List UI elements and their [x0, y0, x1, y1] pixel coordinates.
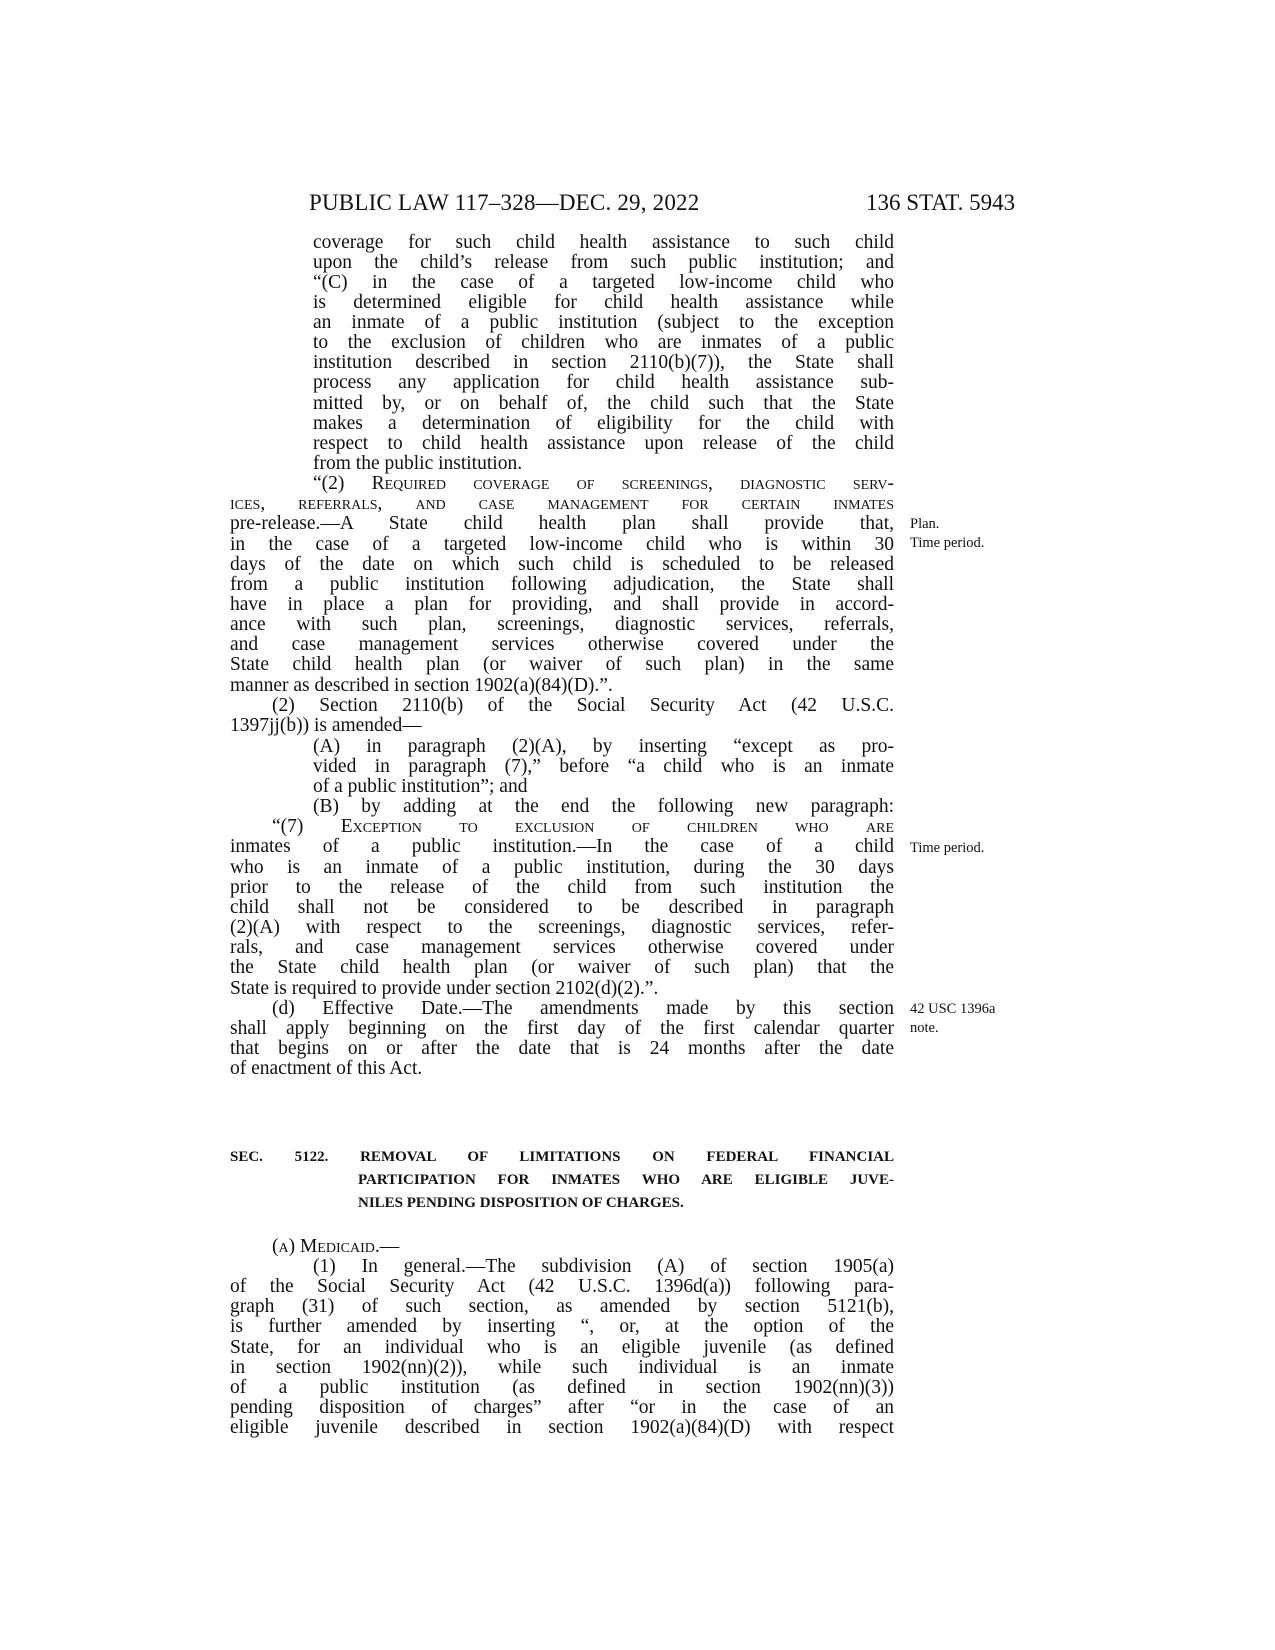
body-line: the State child health plan (or waiver of such plan) that the — [230, 957, 894, 978]
body-line: respect to child health assistance upon release of the child — [313, 433, 894, 454]
body-line: of a public institution (as defined in section 1902(nn)(3)) — [230, 1377, 894, 1398]
body-line: (d) Effective Date.—The amendments made by this section — [272, 998, 894, 1019]
body-line: coverage for such child health assistance to such child — [313, 232, 894, 253]
body-line: makes a determination of eligibility for the child with — [313, 413, 894, 434]
body-line: 1397jj(b)) is amended— — [230, 715, 422, 736]
body-line: pending disposition of charges” after “or in the case of an — [230, 1397, 894, 1418]
body-line: (2) Section 2110(b) of the Social Security Act (42 U.S.C. — [272, 695, 894, 716]
body-line: “(7) Exception to exclusion of children who are — [272, 816, 894, 837]
body-line: pre-release.—A State child health plan shall provide that, — [230, 513, 894, 534]
body-line: rals, and case management services otherwise covered under — [230, 937, 894, 958]
margin-note: Time period. — [910, 535, 985, 551]
body-line: of a public institution”; and — [313, 776, 528, 797]
body-line: days of the date on which such child is scheduled to be released — [230, 554, 894, 575]
body-line: process any application for child health assistance sub- — [313, 372, 894, 393]
margin-note: 42 USC 1396a — [910, 1001, 996, 1017]
body-line: who is an inmate of a public institution, during the 30 days — [230, 857, 894, 878]
body-line: have in place a plan for providing, and shall provide in accord- — [230, 594, 894, 615]
margin-note: Time period. — [910, 840, 985, 856]
body-line: inmates of a public institution.—In the case of a child — [230, 836, 894, 857]
body-line: “(C) in the case of a targeted low-income child who — [313, 272, 894, 293]
body-line: to the exclusion of children who are inmates of a public — [313, 332, 894, 353]
section-heading-line: PARTICIPATION FOR INMATES WHO ARE ELIGIBLE JUVE- — [358, 1172, 894, 1188]
margin-note: note. — [910, 1020, 939, 1036]
body-line: institution described in section 2110(b)(7)), the State shall — [313, 352, 894, 373]
body-line: State is required to provide under section 2102(d)(2).”. — [230, 978, 659, 999]
section-heading-line: NILES PENDING DISPOSITION OF CHARGES. — [358, 1195, 684, 1211]
body-line: upon the child’s release from such public institution; and — [313, 252, 894, 273]
body-line: manner as described in section 1902(a)(84)(D).”. — [230, 675, 613, 696]
body-line: (1) In general.—The subdivision (A) of section 1905(a) — [313, 1256, 894, 1277]
body-line: State child health plan (or waiver of such plan) in the same — [230, 654, 894, 675]
body-line: (2)(A) with respect to the screenings, diagnostic services, refer- — [230, 917, 894, 938]
body-line: ices, referrals, and case management for certain inmates — [230, 493, 894, 514]
body-line: graph (31) of such section, as amended by section 5121(b), — [230, 1296, 894, 1317]
body-line: State, for an individual who is an eligible juvenile (as defined — [230, 1337, 894, 1358]
body-line: (a) Medicaid.— — [272, 1236, 400, 1257]
body-line: prior to the release of the child from such institution the — [230, 877, 894, 898]
body-line: (B) by adding at the end the following new paragraph: — [313, 796, 894, 817]
body-line: in the case of a targeted low-income child who is within 30 — [230, 534, 894, 555]
body-line: shall apply beginning on the first day of the first calendar quarter — [230, 1018, 894, 1039]
page-header-right: 136 STAT. 5943 — [866, 190, 1016, 215]
body-line: of enactment of this Act. — [230, 1058, 423, 1079]
body-line: ance with such plan, screenings, diagnostic services, referrals, — [230, 614, 894, 635]
body-line: (A) in paragraph (2)(A), by inserting “except as pro- — [313, 736, 894, 757]
page-header-left: PUBLIC LAW 117–328—DEC. 29, 2022 — [309, 190, 700, 215]
body-line: that begins on or after the date that is 24 months after the date — [230, 1038, 894, 1059]
body-line: “(2) Required coverage of screenings, diagnostic serv- — [313, 473, 894, 494]
body-line: is further amended by inserting “, or, at the option of the — [230, 1316, 894, 1337]
body-line: child shall not be considered to be described in paragraph — [230, 897, 894, 918]
body-line: is determined eligible for child health assistance while — [313, 292, 894, 313]
body-line: in section 1902(nn)(2)), while such individual is an inmate — [230, 1357, 894, 1378]
body-line: from the public institution. — [313, 453, 523, 474]
body-line: eligible juvenile described in section 1902(a)(84)(D) with respect — [230, 1417, 894, 1438]
body-line: and case management services otherwise covered under the — [230, 634, 894, 655]
body-line: mitted by, or on behalf of, the child such that the State — [313, 393, 894, 414]
body-line: an inmate of a public institution (subject to the exception — [313, 312, 894, 333]
body-line: vided in paragraph (7),” before “a child who is an inmate — [313, 756, 894, 777]
margin-note: Plan. — [910, 516, 940, 532]
body-line: from a public institution following adjudication, the State shall — [230, 574, 894, 595]
body-line: of the Social Security Act (42 U.S.C. 1396d(a)) following para- — [230, 1276, 894, 1297]
section-heading-line: SEC. 5122. REMOVAL OF LIMITATIONS ON FEDERAL FINANCIAL — [230, 1149, 894, 1165]
